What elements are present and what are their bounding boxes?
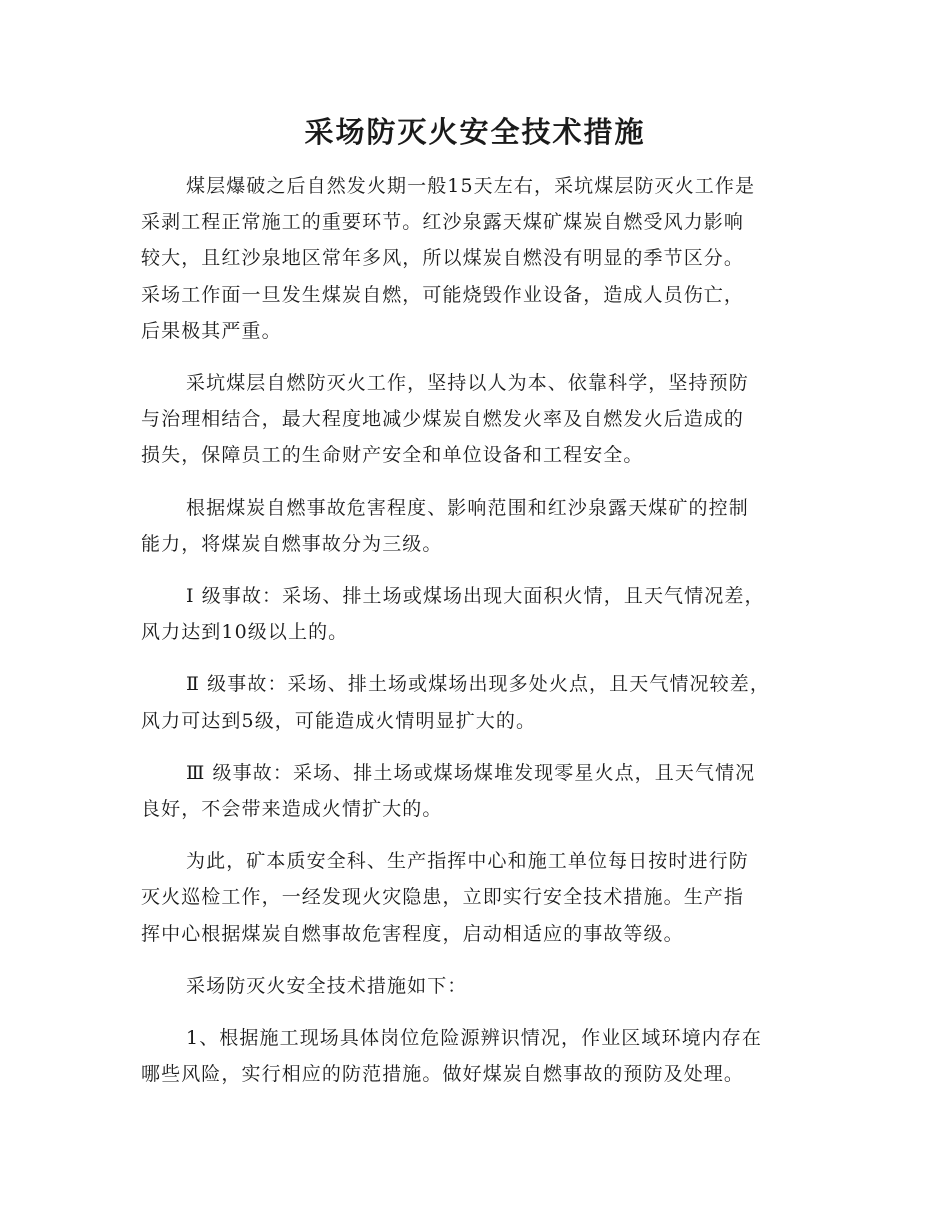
paragraph-line: 采场工作面一旦发生煤炭自燃，可能烧毁作业设备，造成人员伤亡， — [141, 283, 745, 306]
paragraph-line: 后果极其严重。 — [141, 319, 282, 342]
paragraph-line: 良好，不会带来造成火情扩大的。 — [141, 798, 443, 821]
paragraph-line: 损失，保障员工的生命财产安全和单位设备和工程安全。 — [141, 444, 644, 467]
paragraph-line: 哪些风险，实行相应的防范措施。做好煤炭自燃事故的预防及处理。 — [141, 1063, 745, 1086]
paragraph-line: Ⅱ 级事故：采场、排土场或煤场出现多处火点，且天气情况较差， — [186, 673, 770, 696]
paragraph-line: Ⅰ 级事故：采场、排土场或煤场出现大面积火情，且天气情况差， — [186, 585, 765, 608]
paragraph-measure-1 — [141, 1020, 809, 1092]
paragraph-line: 风力可达到5级，可能造成火情明显扩大的。 — [141, 709, 537, 732]
paragraph-line: 采坑煤层自燃防灭火工作，坚持以人为本、依靠科学，坚持预防 — [186, 372, 749, 395]
document-title: 采场防灭火安全技术措施 — [304, 115, 646, 149]
paragraph-classification — [141, 490, 809, 562]
paragraph-measures-heading — [141, 968, 809, 1004]
paragraph-line: 较大，且红沙泉地区常年多风，所以煤炭自燃没有明显的季节区分。 — [141, 247, 745, 270]
paragraph-line: 煤层爆破之后自然发火期一般15天左右，采坑煤层防灭火工作是 — [186, 175, 756, 197]
paragraph-line: 根据煤炭自燃事故危害程度、影响范围和红沙泉露天煤矿的控制 — [186, 496, 749, 519]
paragraph-line: 采剥工程正常施工的重要环节。红沙泉露天煤矿煤炭自燃受风力影响 — [141, 211, 745, 234]
paragraph-level-3 — [141, 755, 809, 827]
paragraph-principles — [141, 365, 809, 474]
document-body — [141, 168, 809, 1108]
paragraph-line: 能力，将煤炭自燃事故分为三级。 — [141, 532, 443, 555]
paragraph-line: 与治理相结合，最大程度地减少煤炭自燃发火率及自燃发火后造成的 — [141, 408, 745, 431]
paragraph-line: 采场防灭火安全技术措施如下： — [186, 974, 468, 997]
paragraph-level-1 — [141, 578, 809, 650]
paragraph-level-2 — [141, 666, 809, 738]
paragraph-intro — [141, 168, 809, 349]
paragraph-line: Ⅲ 级事故：采场、排土场或煤场煤堆发现零星火点，且天气情况 — [186, 761, 756, 784]
paragraph-line: 灭火巡检工作，一经发现火灾隐患，立即实行安全技术措施。生产指 — [141, 886, 745, 909]
paragraph-line: 挥中心根据煤炭自燃事故危害程度，启动相适应的事故等级。 — [141, 922, 684, 945]
paragraph-line: 风力达到10级以上的。 — [141, 621, 349, 644]
paragraph-line: 1、根据施工现场具体岗位危险源辨识情况，作业区域环境内存在 — [186, 1027, 762, 1050]
paragraph-line: 为此，矿本质安全科、生产指挥中心和施工单位每日按时进行防 — [186, 850, 749, 873]
paragraph-inspection — [141, 843, 809, 952]
